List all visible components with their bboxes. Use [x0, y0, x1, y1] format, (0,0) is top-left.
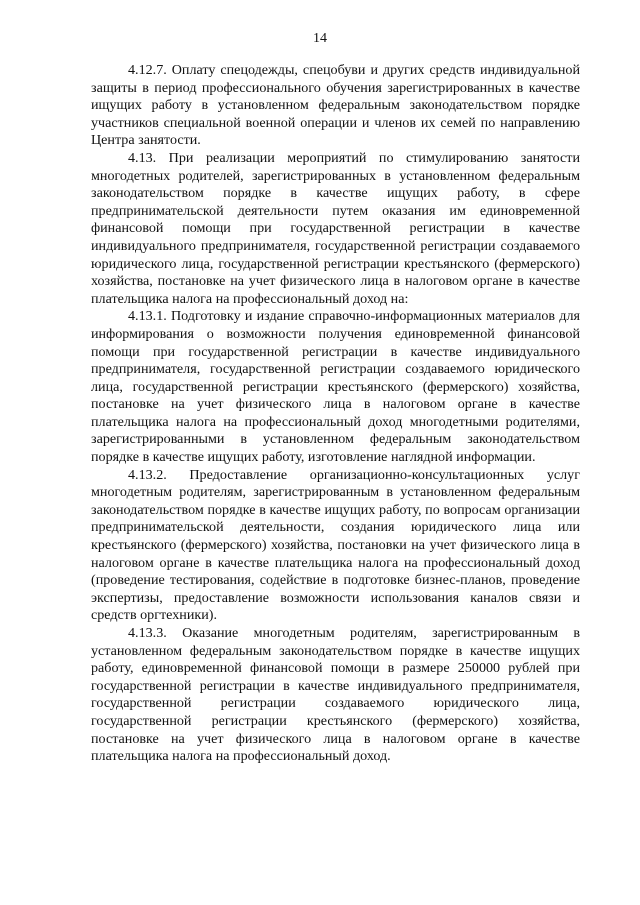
paragraph-4-13-2: 4.13.2. Предоставление организационно-консультационных услуг многодетным родителям, зарегистрированным в установленном федеральным законодательством порядке в качестве ищущих работу, по вопросам организации предпринимательской деятельности, создания юридического лица или крестьянского (фермерского) хозяйства, постановки на учет физического лица в налоговом органе в качестве плательщика налога на профессиональный доход (проведение тестирования, содействие в подготовке бизнес-планов, проведение экспертизы, предоставление возможности использования каналов связи и средств оргтехники). [91, 466, 580, 624]
page-number: 14 [313, 31, 327, 46]
paragraph-4-13-1: 4.13.1. Подготовку и издание справочно-информационных материалов для информирования о возможности получения единовременной финансовой помощи при государственной регистрации в качестве индивидуального предпринимателя, государственной регистрации создаваемого юридического лица, государственной регистрации крестьянского (фермерского) хозяйства, постановке на учет физического лица в налоговом органе в качестве плательщика налога на профессиональный доход многодетными родителями, зарегистрированными в установленном федеральным законодательством порядке в качестве ищущих работу, изготовление наглядной информации. [91, 308, 580, 466]
paragraph-4-12-7: 4.12.7. Оплату спецодежды, спецобуви и других средств индивидуальной защиты в период профессионального обучения зарегистрированных в качестве ищущих работу в установленном федеральным законодательством порядке участников специальной военной операции и членов их семей по направлению Центра занятости. [91, 62, 580, 149]
document-body [91, 62, 580, 766]
paragraph-4-13-3: 4.13.3. Оказание многодетным родителям, зарегистрированным в установленном федеральным законодательством порядке в качестве ищущих работу, единовременной финансовой помощи в размере 250000 рублей при государственной регистрации в качестве индивидуального предпринимателя, государственной регистрации создаваемого юридического лица, государственной регистрации крестьянского (фермерского) хозяйства, постановке на учет физического лица в налоговом органе в качестве плательщика налога на профессиональный доход. [91, 625, 580, 765]
paragraph-4-13: 4.13. При реализации мероприятий по стимулированию занятости многодетных родителей, зарегистрированных в установленном федеральным законодательством порядке в качестве ищущих работу, в сфере предпринимательской деятельности путем оказания им единовременной финансовой помощи при государственной регистрации в качестве индивидуального предпринимателя, государственной регистрации создаваемого юридического лица, государственной регистрации крестьянского (фермерского) хозяйства, постановке на учет физического лица в налоговом органе в качестве плательщика налога на профессиональный доход на: [91, 149, 580, 307]
